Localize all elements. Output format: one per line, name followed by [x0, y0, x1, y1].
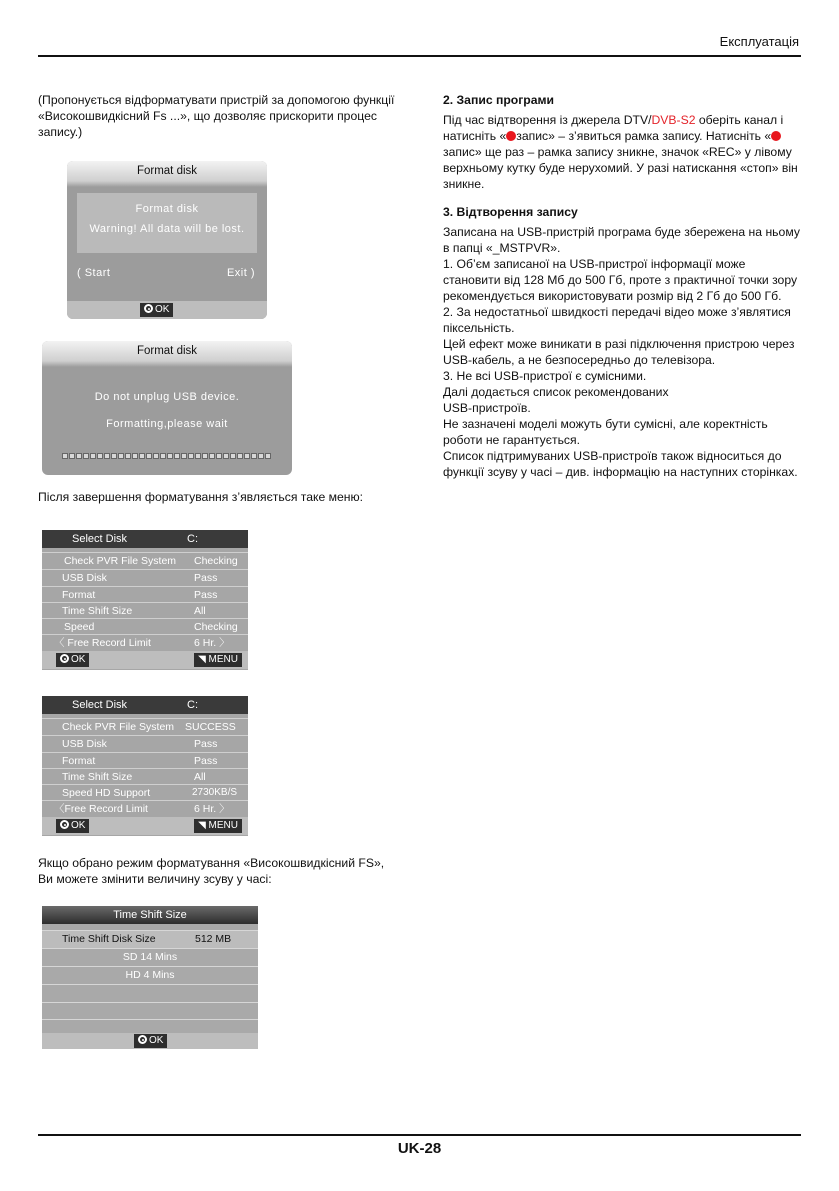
section-3-line: Не зазначені моделі можуть бути сумісні, але коректність роботи не гарантується. [443, 417, 768, 447]
ok-button[interactable] [140, 303, 173, 317]
row-label: Format [62, 589, 96, 601]
ok-icon [138, 1035, 147, 1044]
menu-label: MENU [208, 654, 238, 665]
row-value: Pass [194, 589, 218, 601]
disk-size-row[interactable] [42, 930, 258, 948]
row-value: Checking [194, 555, 238, 567]
row-label: 〈Free Record Limit [54, 803, 148, 815]
ok-button[interactable] [56, 819, 89, 833]
row-label: 〈 Free Record Limit [54, 637, 151, 649]
time-shift-size-dialog [42, 906, 258, 1049]
header-rule [38, 55, 801, 57]
ok-label: OK [155, 304, 170, 315]
menu-footer [42, 817, 248, 835]
hs-fs-paragraph: Якщо обрано режим форматування «Високошвидкісний FS», Ви можете змінити величину зсуву у часі: [38, 856, 385, 886]
menu-row[interactable] [42, 586, 248, 603]
ok-icon [60, 820, 69, 829]
row-value: Checking [194, 621, 238, 633]
ok-button[interactable] [56, 653, 89, 667]
section-3-line: 1. Об’єм записаної на USB-пристрої інформації може становити від 128 Мб до 500 Гб, проте з практичної точки зору рекомендується використовувати розмір від 2 Гб до 500 Гб. [443, 257, 798, 303]
warning-box [77, 193, 257, 253]
menu-row[interactable] [42, 768, 248, 785]
row-value: All [194, 771, 206, 783]
record-dot-icon [771, 131, 781, 141]
row-value: 2730KB/S [192, 787, 238, 798]
menu-label: MENU [208, 820, 238, 831]
empty-row [42, 984, 258, 1002]
dialog-title: Format disk [42, 341, 292, 361]
section-3-line: Цей ефект може виникати в разі підключення пристрою через USB-кабель, а не безпосередньо до телевізора. [443, 337, 795, 367]
menu-row[interactable] [42, 752, 248, 769]
row-value: Pass [194, 738, 218, 750]
row-label: USB Disk [62, 572, 107, 584]
dialog-footer [42, 1033, 258, 1049]
dialog-title: Time Shift Size [42, 906, 258, 924]
right-column [443, 92, 803, 480]
exit-option[interactable]: Exit ) [226, 267, 255, 279]
menu-arrow-icon: ◥ [198, 820, 209, 831]
row-value: All [194, 605, 206, 617]
section-3-line: 2. За недостатньої швидкості передачі відео може з’являтися піксельність. [443, 305, 791, 335]
row-value: 6 Hr. 〉 [194, 637, 230, 649]
start-option[interactable]: ( Start [77, 267, 111, 279]
section-2-paragraph: Під час відтворення із джерела DTV/DVB-S2 оберіть канал і натисніть « запис» – з’явиться рамка запису. Натисніть «запис» ще раз – рамка запису зникне, значок «REC» у лівому верхньому кутку буде нерухомий. У разі натискання «стоп» він зникне. [443, 113, 798, 191]
row-label: Time Shift Size [62, 605, 133, 617]
section-2-title: 2. Запис програми [443, 93, 555, 107]
format-disk-dialog [67, 161, 267, 319]
section-3-line: 3. Не всі USB-пристрої є сумісними. [443, 369, 647, 383]
menu-row[interactable] [42, 718, 248, 735]
row-label: Time Shift Size [62, 771, 133, 783]
dialog-title: Format disk [67, 161, 267, 181]
row-value: SUCCESS [185, 721, 236, 733]
ok-label: OK [71, 654, 86, 665]
ok-label: OK [71, 820, 86, 831]
disk-size-label: Time Shift Disk Size [62, 933, 156, 945]
menu-row-free-record-limit[interactable] [42, 800, 248, 817]
section-3-line: USB-пристроїв. [443, 401, 531, 415]
menu-row-free-record-limit[interactable] [42, 634, 248, 651]
select-disk-menu-success [42, 696, 248, 836]
row-label: Format [62, 755, 96, 767]
menu-footer [42, 651, 248, 669]
row-value: 6 Hr. 〉 [194, 803, 230, 815]
menu-row[interactable] [42, 784, 248, 801]
footer-rule [38, 1134, 801, 1136]
hd-row: HD 4 Mins [42, 966, 258, 984]
menu-row[interactable] [42, 618, 248, 635]
empty-row [42, 1002, 258, 1020]
disk-size-value: 512 MB [195, 933, 232, 945]
after-format-paragraph: Після завершення форматування з’являється таке меню: [38, 490, 364, 504]
menu-header-value: C: [187, 699, 198, 711]
menu-row[interactable] [42, 602, 248, 619]
menu-row[interactable] [42, 552, 248, 569]
intro-paragraph: (Пропонується відформатувати пристрій за допомогою функції «Високошвидкісний Fs ...», що дозволяє прискорити процес запису.) [38, 93, 395, 139]
dialog-footer [67, 301, 267, 319]
row-value: Pass [194, 755, 218, 767]
dvb-s2-highlight: DVB-S2 [651, 113, 696, 127]
row-label: Check PVR File System [62, 721, 175, 733]
ok-button[interactable] [134, 1034, 167, 1048]
warning-text: Warning! All data will be lost. [89, 223, 245, 235]
section-title: Експлуатація [719, 34, 799, 49]
menu-header [42, 530, 248, 548]
progress-bar [62, 453, 271, 459]
warning-title: Format disk [135, 203, 199, 215]
unplug-warning: Do not unplug USB device. [94, 391, 240, 403]
section-3-line: Список підтримуваних USB-пристроїв також відноситься до функції зсуву у часі – див. інформацію на наступних сторінках. [443, 449, 798, 479]
sd-row: SD 14 Mins [42, 948, 258, 966]
menu-row[interactable] [42, 569, 248, 586]
menu-row[interactable] [42, 735, 248, 752]
record-dot-icon [506, 131, 516, 141]
formatting-status: Formatting,please wait [106, 418, 228, 430]
ok-icon [144, 304, 153, 313]
ok-label: OK [149, 1035, 164, 1046]
row-label: Speed [64, 621, 95, 633]
section-3-title: 3. Відтворення запису [443, 205, 578, 219]
select-disk-menu-checking [42, 530, 248, 670]
menu-header [42, 696, 248, 714]
menu-header-label: Select Disk [72, 533, 128, 545]
formatting-dialog [42, 341, 292, 475]
row-label: Check PVR File System [64, 555, 177, 567]
menu-arrow-icon: ◥ [198, 654, 209, 665]
page-number: UK-28 [397, 1140, 442, 1157]
ok-icon [60, 654, 69, 663]
row-value: Pass [194, 572, 218, 584]
menu-button[interactable] [194, 653, 242, 667]
menu-header-label: Select Disk [72, 699, 128, 711]
menu-button[interactable] [194, 819, 242, 833]
row-label: USB Disk [62, 738, 107, 750]
row-label: Speed HD Support [62, 787, 151, 799]
section-3-line: Далі додається список рекомендованих [443, 385, 669, 399]
menu-header-value: C: [187, 533, 198, 545]
section-3-line: Записана на USB-пристрій програма буде збережена на ньому в папці «_MSTPVR». [443, 225, 800, 255]
